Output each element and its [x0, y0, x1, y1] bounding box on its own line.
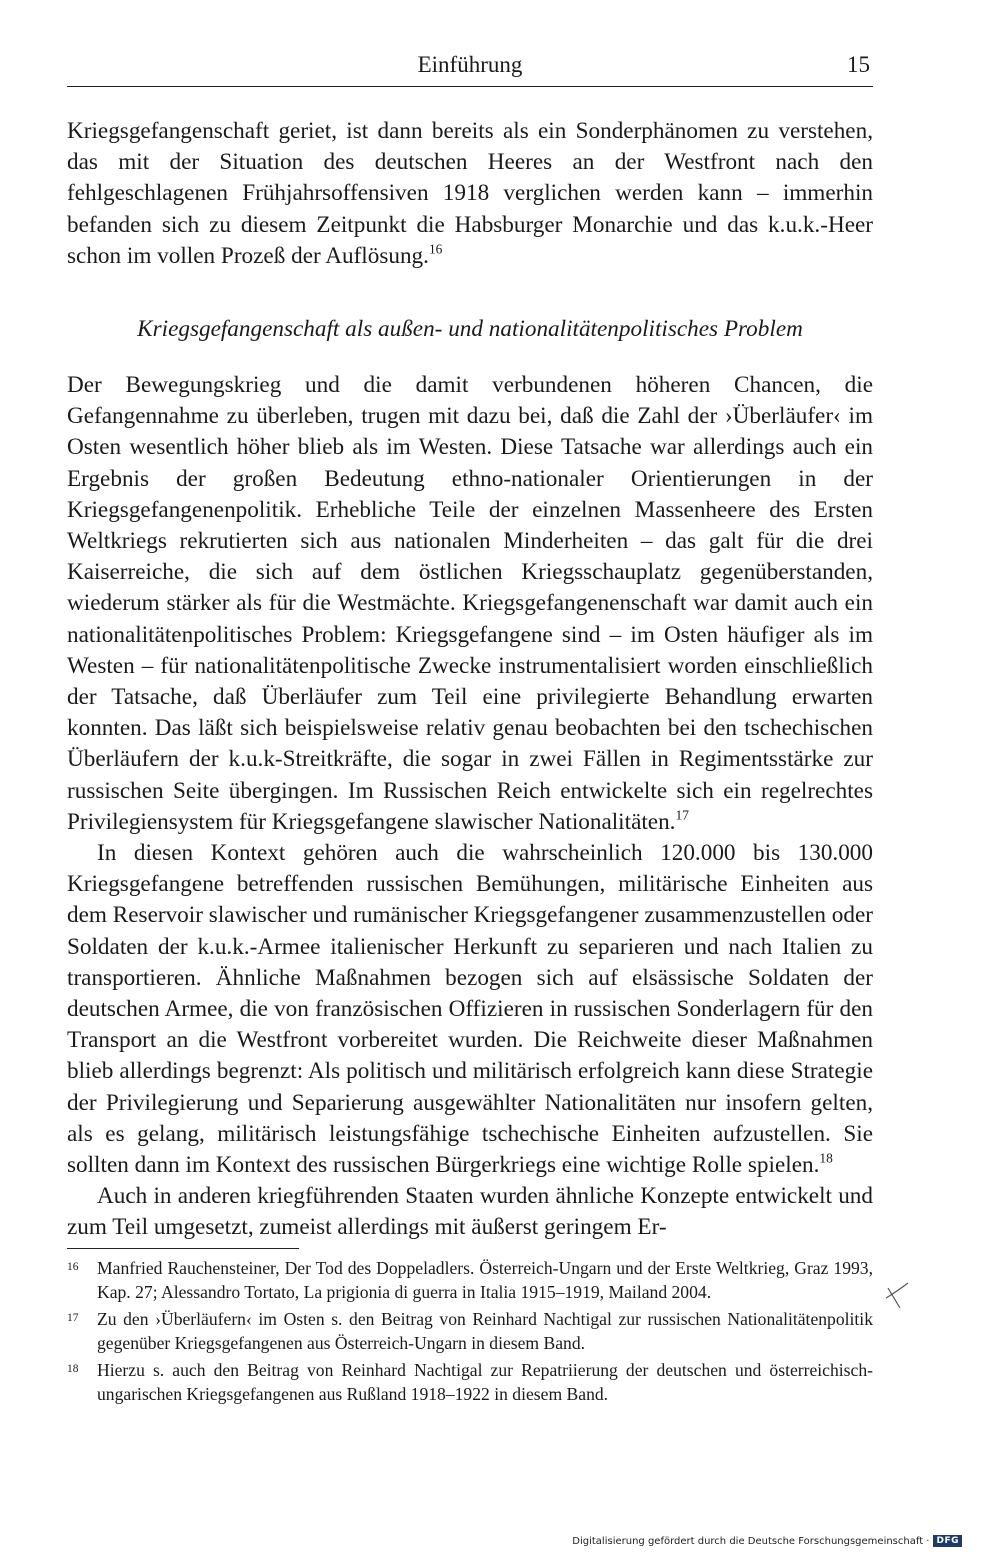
- pencil-annotation-mark: [882, 1280, 910, 1310]
- digitization-credit: [572, 1535, 962, 1547]
- footnote-ref-18[interactable]: 18: [819, 1150, 833, 1166]
- running-header: [67, 50, 873, 87]
- page-number: 15: [847, 52, 870, 77]
- footnote-text: Manfried Rauchensteiner, Der Tod des Doppeladlers. Österreich-Ungarn und der Erste Weltkrieg, Graz 1993, Kap. 27; Alessandro Tortato, La prigionia di guerra in Italia 1915–1919, Mailand 2004.: [97, 1258, 873, 1302]
- footnote-18: [67, 1359, 873, 1406]
- dfg-logo: DFG: [933, 1535, 962, 1547]
- running-header-title: Einführung: [417, 52, 523, 77]
- body-text-main: [67, 370, 873, 1244]
- paragraph: [67, 370, 873, 838]
- footnotes: [67, 1257, 873, 1411]
- footnote-number: 16: [67, 1261, 79, 1273]
- footnote-number: 18: [67, 1363, 79, 1376]
- section-heading: Kriegsgefangenschaft als außen- und nationalitätenpolitisches Problem: [137, 316, 803, 342]
- footnote-divider: [67, 1248, 299, 1249]
- paragraph: [67, 1181, 873, 1243]
- paragraph-text: In diesen Kontext gehören auch die wahrscheinlich 120.000 bis 130.000 Kriegsgefangene betreffenden russischen Bemühungen, militärische Einheiten aus dem Reservoir slawischer und rumänischer Kriegsgefangener zusammenzustellen oder Soldaten der k.u.k.-Armee italienischer Herkunft zu separieren und nach Italien zu transportieren. Ähnliche Maßnahmen bezogen sich auf elsässische Soldaten der deutschen Armee, die von französischen Offizieren in russischen Sonderlagern für den Transport an die Westfront vorbereitet wurden. Die Reichweite dieser Maßnahmen blieb allerdings begrenzt: Als politisch und militärisch erfolgreich kann diese Strategie der Privilegierung und Separierung ausgewählter Nationalitäten nur insofern gelten, als es gelang, militärisch leistungsfähige tschechische Einheiten aufzustellen. Sie sollten dann im Kontext des russischen Bürgerkriegs eine wichtige Rolle spielen.: [67, 840, 873, 1179]
- paragraph-continued: [67, 116, 873, 272]
- credit-text: Digitalisierung gefördert durch die Deutsche Forschungsgemeinschaft ·: [572, 1535, 930, 1547]
- footnote-ref-16[interactable]: 16: [428, 241, 443, 257]
- body-text-top: [67, 116, 873, 272]
- paragraph-text: Auch in anderen kriegführenden Staaten wurden ähnliche Konzepte entwickelt und zum Teil umgesetzt, zumeist allerdings mit äußerst geringem Er-: [67, 1183, 873, 1241]
- paragraph-text: Der Bewegungskrieg und die damit verbundenen höheren Chancen, die Gefangennahme zu überleben, trugen mit dazu bei, daß die Zahl der ›Überläufer‹ im Osten wesentlich höher blieb als im Westen. Diese Tatsache war allerdings auch ein Ergebnis der großen Bedeutung ethno-nationaler Orientierungen in der Kriegsgefangenenpolitik. Erhebliche Teile der einzelnen Massenheere des Ersten Weltkriegs rekrutierten sich aus nationalen Minderheiten – das galt für die drei Kaiserreiche, die sich auf dem östlichen Kriegsschauplatz gegenüberstanden, wiederum stärker als für die Westmächte. Kriegsgefangenenschaft war damit auch ein nationalitätenpolitisches Problem: Kriegsgefangene sind – im Osten häufiger als im Westen – für nationalitätenpolitische Zwecke instrumentalisiert worden einschließlich der Tatsache, daß Überläufer zum Teil eine privilegierte Behandlung erwarten konnten. Das läßt sich beispielsweise relativ genau beobachten bei den tschechischen Überläufern der k.u.k-Streitkräfte, die sogar in zwei Fällen in Regimentsstärke zur russischen Seite übergingen. Im Russischen Reich entwickelte sich ein regelrechtes Privilegiensystem für Kriegsgefangene slawischer Nationalitäten.: [67, 372, 873, 835]
- footnote-17: [67, 1308, 873, 1355]
- paragraph-text: Kriegsgefangenschaft geriet, ist dann bereits als ein Sonderphänomen zu verstehen, das mit der Situation des deutschen Heeres an der Westfront nach den fehlgeschlagenen Frühjahrsoffensiven 1918 verglichen werden kann – immerhin befanden sich zu diesem Zeitpunkt die Habsburger Monarchie und das k.u.k.-Heer schon im vollen Prozeß der Auflösung.: [67, 118, 873, 269]
- footnote-text: Hierzu s. auch den Beitrag von Reinhard Nachtigal zur Repatriierung der deutschen und österreichisch-ungarischen Kriegsgefangenen aus Rußland 1918–1922 in diesem Band.: [97, 1360, 873, 1404]
- footnote-16: [67, 1257, 873, 1304]
- footnote-number: 17: [67, 1312, 79, 1325]
- footnote-text: Zu den ›Überläufern‹ im Osten s. den Beitrag von Reinhard Nachtigal zur russischen Nationalitätenpolitik gegenüber Kriegsgefangenen aus Österreich-Ungarn in diesem Band.: [97, 1309, 873, 1353]
- footnote-ref-17[interactable]: 17: [675, 807, 689, 823]
- paragraph: [67, 838, 873, 1181]
